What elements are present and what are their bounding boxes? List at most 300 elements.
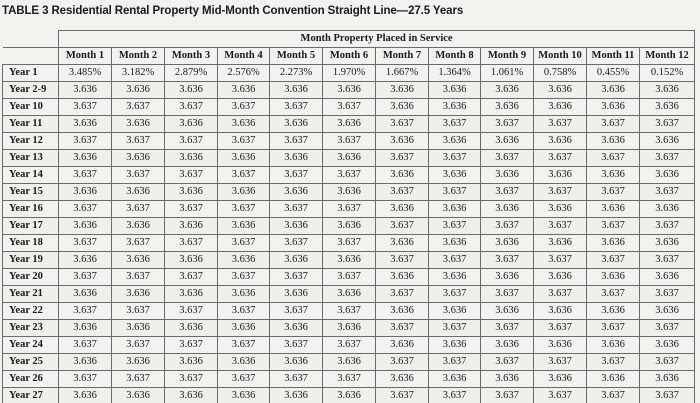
rate-cell: 3.636 xyxy=(481,303,534,320)
corner-cell xyxy=(3,48,59,65)
rate-cell: 3.636 xyxy=(218,116,270,133)
rate-cell: 3.637 xyxy=(59,303,112,320)
rate-cell: 3.636 xyxy=(587,82,640,99)
rate-cell: 3.637 xyxy=(587,184,640,201)
month-header: Month 1 xyxy=(59,48,112,65)
rate-cell: 3.637 xyxy=(376,354,429,371)
group-header-row xyxy=(3,31,695,48)
rate-cell: 3.637 xyxy=(481,184,534,201)
rate-cell: 3.637 xyxy=(165,167,218,184)
rate-cell: 3.637 xyxy=(534,320,587,337)
rate-cell: 3.636 xyxy=(587,235,640,252)
rate-cell: 3.637 xyxy=(165,371,218,388)
rate-cell: 3.636 xyxy=(165,286,218,303)
rate-cell: 3.636 xyxy=(429,337,481,354)
rate-cell: 3.637 xyxy=(165,303,218,320)
rate-cell: 3.636 xyxy=(587,201,640,218)
table-row xyxy=(3,354,695,371)
rate-cell: 3.636 xyxy=(270,354,323,371)
rate-cell: 3.637 xyxy=(323,371,376,388)
rate-cell: 3.636 xyxy=(323,82,376,99)
rate-cell: 3.636 xyxy=(481,133,534,150)
rate-cell: 3.637 xyxy=(640,286,695,303)
table-row xyxy=(3,235,695,252)
rate-cell: 3.636 xyxy=(481,269,534,286)
rate-cell: 3.637 xyxy=(112,133,165,150)
rate-cell: 3.637 xyxy=(59,167,112,184)
rate-cell: 3.636 xyxy=(640,201,695,218)
table-row xyxy=(3,133,695,150)
rate-cell: 3.637 xyxy=(218,269,270,286)
rate-cell: 3.637 xyxy=(112,269,165,286)
rate-cell: 3.636 xyxy=(112,354,165,371)
rate-cell: 3.636 xyxy=(376,99,429,116)
rate-cell: 3.636 xyxy=(165,184,218,201)
year-label: Year 20 xyxy=(3,269,59,286)
table-body xyxy=(3,65,695,403)
rate-cell: 3.637 xyxy=(429,286,481,303)
rate-cell: 3.637 xyxy=(112,303,165,320)
year-label: Year 27 xyxy=(3,388,59,403)
rate-cell: 3.636 xyxy=(112,286,165,303)
rate-cell: 3.637 xyxy=(640,184,695,201)
rate-cell: 0.758% xyxy=(534,65,587,82)
rate-cell: 3.637 xyxy=(481,388,534,403)
rate-cell: 3.636 xyxy=(323,320,376,337)
rate-cell: 3.637 xyxy=(640,388,695,403)
rate-cell: 3.637 xyxy=(270,99,323,116)
month-header: Month 11 xyxy=(587,48,640,65)
rate-cell: 3.637 xyxy=(481,116,534,133)
year-label: Year 11 xyxy=(3,116,59,133)
rate-cell: 3.637 xyxy=(218,371,270,388)
rate-cell: 3.637 xyxy=(323,167,376,184)
rate-cell: 3.636 xyxy=(640,133,695,150)
rate-cell: 3.637 xyxy=(59,235,112,252)
year-label: Year 10 xyxy=(3,99,59,116)
rate-cell: 3.637 xyxy=(165,235,218,252)
table-row xyxy=(3,150,695,167)
rate-cell: 3.636 xyxy=(270,252,323,269)
rate-cell: 3.637 xyxy=(323,235,376,252)
rate-cell: 3.636 xyxy=(376,82,429,99)
rate-cell: 3.636 xyxy=(640,235,695,252)
rate-cell: 2.879% xyxy=(165,65,218,82)
rate-cell: 3.636 xyxy=(376,133,429,150)
rate-cell: 3.637 xyxy=(429,252,481,269)
rate-cell: 3.636 xyxy=(218,82,270,99)
rate-cell: 3.636 xyxy=(270,150,323,167)
rate-cell: 3.636 xyxy=(376,337,429,354)
rate-cell: 3.637 xyxy=(587,252,640,269)
rate-cell: 3.637 xyxy=(218,235,270,252)
rate-cell: 3.636 xyxy=(429,269,481,286)
rate-cell: 3.636 xyxy=(165,388,218,403)
group-header: Month Property Placed in Service xyxy=(59,31,695,48)
rate-cell: 3.636 xyxy=(534,99,587,116)
rate-cell: 3.636 xyxy=(429,303,481,320)
rate-cell: 3.636 xyxy=(640,337,695,354)
table-row xyxy=(3,184,695,201)
rate-cell: 3.636 xyxy=(640,269,695,286)
rate-cell: 3.636 xyxy=(323,388,376,403)
rate-cell: 3.637 xyxy=(270,133,323,150)
year-label: Year 25 xyxy=(3,354,59,371)
rate-cell: 3.636 xyxy=(112,184,165,201)
rate-cell: 3.636 xyxy=(218,252,270,269)
rate-cell: 3.637 xyxy=(481,150,534,167)
rate-cell: 3.637 xyxy=(640,150,695,167)
rate-cell: 3.636 xyxy=(218,184,270,201)
table-row xyxy=(3,99,695,116)
rate-cell: 3.637 xyxy=(376,184,429,201)
rate-cell: 3.636 xyxy=(429,82,481,99)
month-header: Month 9 xyxy=(481,48,534,65)
rate-cell: 3.636 xyxy=(59,320,112,337)
rate-cell: 3.637 xyxy=(376,116,429,133)
rate-cell: 3.637 xyxy=(534,150,587,167)
rate-cell: 3.637 xyxy=(640,116,695,133)
rate-cell: 3.637 xyxy=(534,354,587,371)
rate-cell: 3.637 xyxy=(376,252,429,269)
year-label: Year 1 xyxy=(3,65,59,82)
rate-cell: 3.636 xyxy=(376,235,429,252)
rate-cell: 3.636 xyxy=(218,354,270,371)
year-label: Year 15 xyxy=(3,184,59,201)
rate-cell: 3.637 xyxy=(640,320,695,337)
rate-cell: 3.637 xyxy=(587,388,640,403)
rate-cell: 3.637 xyxy=(534,184,587,201)
rate-cell: 3.637 xyxy=(587,150,640,167)
rate-cell: 3.636 xyxy=(587,337,640,354)
rate-cell: 3.636 xyxy=(218,286,270,303)
rate-cell: 3.636 xyxy=(587,269,640,286)
table-head xyxy=(3,31,695,65)
rate-cell: 3.637 xyxy=(59,201,112,218)
rate-cell: 3.636 xyxy=(587,99,640,116)
rate-cell: 3.637 xyxy=(218,303,270,320)
rate-cell: 3.637 xyxy=(112,201,165,218)
rate-cell: 3.636 xyxy=(481,235,534,252)
rate-cell: 3.636 xyxy=(534,133,587,150)
month-header: Month 5 xyxy=(270,48,323,65)
rate-cell: 3.636 xyxy=(429,201,481,218)
rate-cell: 3.636 xyxy=(534,82,587,99)
rate-cell: 3.637 xyxy=(481,218,534,235)
rate-cell: 3.636 xyxy=(323,286,376,303)
corner-cell xyxy=(3,31,59,48)
rate-cell: 3.636 xyxy=(429,133,481,150)
rate-cell: 3.636 xyxy=(587,371,640,388)
rate-cell: 3.637 xyxy=(376,388,429,403)
rate-cell: 3.636 xyxy=(376,269,429,286)
rate-cell: 3.636 xyxy=(587,133,640,150)
rate-cell: 3.636 xyxy=(270,388,323,403)
rate-cell: 3.636 xyxy=(534,371,587,388)
rate-cell: 3.637 xyxy=(481,286,534,303)
rate-cell: 3.636 xyxy=(640,371,695,388)
rate-cell: 3.636 xyxy=(112,218,165,235)
table-row xyxy=(3,218,695,235)
rate-cell: 3.637 xyxy=(429,320,481,337)
month-header: Month 2 xyxy=(112,48,165,65)
rate-cell: 3.636 xyxy=(270,320,323,337)
rate-cell: 3.636 xyxy=(534,235,587,252)
rate-cell: 3.636 xyxy=(429,371,481,388)
rate-cell: 3.636 xyxy=(534,167,587,184)
table-row xyxy=(3,82,695,99)
year-label: Year 24 xyxy=(3,337,59,354)
rate-cell: 2.273% xyxy=(270,65,323,82)
rate-cell: 3.637 xyxy=(376,320,429,337)
rate-cell: 3.637 xyxy=(323,337,376,354)
year-label: Year 2-9 xyxy=(3,82,59,99)
rate-cell: 3.636 xyxy=(59,354,112,371)
rate-cell: 3.637 xyxy=(59,371,112,388)
rate-cell: 3.637 xyxy=(112,371,165,388)
rate-cell: 3.637 xyxy=(165,133,218,150)
table-row xyxy=(3,371,695,388)
rate-cell: 3.636 xyxy=(270,218,323,235)
rate-cell: 3.636 xyxy=(218,150,270,167)
rate-cell: 3.637 xyxy=(481,252,534,269)
rate-cell: 3.182% xyxy=(112,65,165,82)
rate-cell: 3.637 xyxy=(218,99,270,116)
rate-cell: 3.636 xyxy=(165,354,218,371)
rate-cell: 3.637 xyxy=(323,201,376,218)
month-header: Month 8 xyxy=(429,48,481,65)
rate-cell: 3.636 xyxy=(112,252,165,269)
month-header: Month 12 xyxy=(640,48,695,65)
rate-cell: 3.636 xyxy=(59,82,112,99)
rate-cell: 3.636 xyxy=(165,320,218,337)
rate-cell: 3.637 xyxy=(112,235,165,252)
rate-cell: 3.637 xyxy=(587,354,640,371)
rate-cell: 3.637 xyxy=(481,320,534,337)
rate-cell: 3.636 xyxy=(481,82,534,99)
rate-cell: 2.576% xyxy=(218,65,270,82)
rate-cell: 3.636 xyxy=(640,167,695,184)
rate-cell: 3.636 xyxy=(376,303,429,320)
rate-cell: 3.636 xyxy=(112,150,165,167)
rate-cell: 3.637 xyxy=(587,320,640,337)
month-header-row xyxy=(3,48,695,65)
rate-cell: 3.636 xyxy=(323,116,376,133)
year-label: Year 16 xyxy=(3,201,59,218)
rate-cell: 3.636 xyxy=(218,320,270,337)
rate-cell: 3.637 xyxy=(376,150,429,167)
rate-cell: 3.636 xyxy=(59,388,112,403)
month-header: Month 4 xyxy=(218,48,270,65)
rate-cell: 3.637 xyxy=(218,167,270,184)
rate-cell: 3.636 xyxy=(429,99,481,116)
rate-cell: 3.637 xyxy=(587,116,640,133)
rate-cell: 3.637 xyxy=(534,252,587,269)
table-row xyxy=(3,337,695,354)
rate-cell: 3.637 xyxy=(429,388,481,403)
rate-cell: 3.637 xyxy=(165,337,218,354)
year-label: Year 22 xyxy=(3,303,59,320)
rate-cell: 3.636 xyxy=(323,252,376,269)
rate-cell: 1.970% xyxy=(323,65,376,82)
rate-cell: 3.636 xyxy=(270,184,323,201)
rate-cell: 3.636 xyxy=(376,371,429,388)
rate-cell: 3.636 xyxy=(165,82,218,99)
rate-cell: 3.636 xyxy=(534,201,587,218)
rate-cell: 3.636 xyxy=(165,218,218,235)
rate-cell: 3.636 xyxy=(640,82,695,99)
year-label: Year 21 xyxy=(3,286,59,303)
rate-cell: 3.636 xyxy=(481,371,534,388)
rate-cell: 3.637 xyxy=(270,201,323,218)
rate-cell: 0.152% xyxy=(640,65,695,82)
rate-cell: 3.636 xyxy=(534,269,587,286)
rate-cell: 3.637 xyxy=(587,286,640,303)
year-label: Year 13 xyxy=(3,150,59,167)
rate-cell: 3.636 xyxy=(59,150,112,167)
rate-cell: 3.637 xyxy=(218,201,270,218)
year-label: Year 18 xyxy=(3,235,59,252)
month-header: Month 7 xyxy=(376,48,429,65)
rate-cell: 3.636 xyxy=(481,99,534,116)
rate-cell: 3.636 xyxy=(587,303,640,320)
rate-cell: 3.637 xyxy=(640,354,695,371)
table-row xyxy=(3,65,695,82)
table-row xyxy=(3,201,695,218)
rate-cell: 3.637 xyxy=(534,218,587,235)
rate-cell: 3.637 xyxy=(376,218,429,235)
rate-cell: 3.636 xyxy=(165,150,218,167)
rate-cell: 3.636 xyxy=(429,167,481,184)
month-header: Month 3 xyxy=(165,48,218,65)
rate-cell: 3.636 xyxy=(59,116,112,133)
rate-cell: 3.637 xyxy=(270,235,323,252)
rate-cell: 3.637 xyxy=(165,269,218,286)
rate-cell: 3.637 xyxy=(429,184,481,201)
rate-cell: 3.637 xyxy=(218,337,270,354)
rate-cell: 3.636 xyxy=(481,167,534,184)
rate-cell: 3.637 xyxy=(270,303,323,320)
rate-cell: 1.061% xyxy=(481,65,534,82)
rate-cell: 3.637 xyxy=(270,371,323,388)
rate-cell: 3.636 xyxy=(270,286,323,303)
rate-cell: 3.637 xyxy=(59,337,112,354)
depreciation-table xyxy=(2,30,695,403)
rate-cell: 3.636 xyxy=(481,201,534,218)
rate-cell: 3.636 xyxy=(587,167,640,184)
month-header: Month 6 xyxy=(323,48,376,65)
rate-cell: 3.637 xyxy=(640,218,695,235)
rate-cell: 3.636 xyxy=(534,303,587,320)
rate-cell: 3.636 xyxy=(323,150,376,167)
rate-cell: 3.637 xyxy=(587,218,640,235)
table-row xyxy=(3,303,695,320)
rate-cell: 3.636 xyxy=(376,201,429,218)
year-label: Year 17 xyxy=(3,218,59,235)
rate-cell: 3.637 xyxy=(429,150,481,167)
rate-cell: 3.637 xyxy=(534,388,587,403)
rate-cell: 3.637 xyxy=(481,354,534,371)
rate-cell: 3.637 xyxy=(270,167,323,184)
rate-cell: 3.636 xyxy=(640,303,695,320)
rate-cell: 3.637 xyxy=(640,252,695,269)
rate-cell: 3.637 xyxy=(534,116,587,133)
rate-cell: 3.637 xyxy=(59,133,112,150)
rate-cell: 3.637 xyxy=(323,133,376,150)
rate-cell: 3.637 xyxy=(323,99,376,116)
rate-cell: 3.636 xyxy=(59,218,112,235)
rate-cell: 3.636 xyxy=(270,116,323,133)
rate-cell: 3.636 xyxy=(218,218,270,235)
rate-cell: 3.637 xyxy=(112,99,165,116)
rate-cell: 3.637 xyxy=(429,218,481,235)
rate-cell: 3.637 xyxy=(270,269,323,286)
rate-cell: 3.636 xyxy=(481,337,534,354)
rate-cell: 3.636 xyxy=(59,286,112,303)
rate-cell: 3.637 xyxy=(429,116,481,133)
rate-cell: 3.636 xyxy=(112,82,165,99)
rate-cell: 3.636 xyxy=(323,184,376,201)
rate-cell: 3.637 xyxy=(429,354,481,371)
rate-cell: 3.636 xyxy=(534,337,587,354)
rate-cell: 3.485% xyxy=(59,65,112,82)
month-header: Month 10 xyxy=(534,48,587,65)
table-row xyxy=(3,167,695,184)
year-label: Year 26 xyxy=(3,371,59,388)
table-row xyxy=(3,286,695,303)
rate-cell: 3.637 xyxy=(270,337,323,354)
rate-cell: 3.637 xyxy=(59,269,112,286)
rate-cell: 3.636 xyxy=(59,184,112,201)
table-row xyxy=(3,252,695,269)
rate-cell: 3.637 xyxy=(112,167,165,184)
rate-cell: 3.636 xyxy=(376,167,429,184)
rate-cell: 3.636 xyxy=(640,99,695,116)
rate-cell: 1.364% xyxy=(429,65,481,82)
rate-cell: 3.637 xyxy=(165,99,218,116)
rate-cell: 3.637 xyxy=(323,269,376,286)
rate-cell: 3.637 xyxy=(323,303,376,320)
rate-cell: 3.636 xyxy=(429,235,481,252)
year-label: Year 23 xyxy=(3,320,59,337)
year-label: Year 12 xyxy=(3,133,59,150)
rate-cell: 3.636 xyxy=(270,82,323,99)
rate-cell: 3.636 xyxy=(323,218,376,235)
rate-cell: 1.667% xyxy=(376,65,429,82)
rate-cell: 3.637 xyxy=(534,286,587,303)
table-row xyxy=(3,269,695,286)
rate-cell: 3.636 xyxy=(59,252,112,269)
table-row xyxy=(3,116,695,133)
year-label: Year 14 xyxy=(3,167,59,184)
table-row xyxy=(3,320,695,337)
rate-cell: 3.636 xyxy=(218,388,270,403)
rate-cell: 3.636 xyxy=(112,116,165,133)
rate-cell: 3.637 xyxy=(112,337,165,354)
table-title: TABLE 3 Residential Rental Property Mid-Month Convention Straight Line—27.5 Years xyxy=(2,5,464,17)
rate-cell: 3.636 xyxy=(165,116,218,133)
rate-cell: 3.636 xyxy=(323,354,376,371)
rate-cell: 3.637 xyxy=(165,201,218,218)
rate-cell: 3.637 xyxy=(218,133,270,150)
rate-cell: 0.455% xyxy=(587,65,640,82)
table-row xyxy=(3,388,695,403)
rate-cell: 3.636 xyxy=(165,252,218,269)
rate-cell: 3.637 xyxy=(59,99,112,116)
rate-cell: 3.636 xyxy=(112,388,165,403)
rate-cell: 3.637 xyxy=(376,286,429,303)
rate-cell: 3.636 xyxy=(112,320,165,337)
